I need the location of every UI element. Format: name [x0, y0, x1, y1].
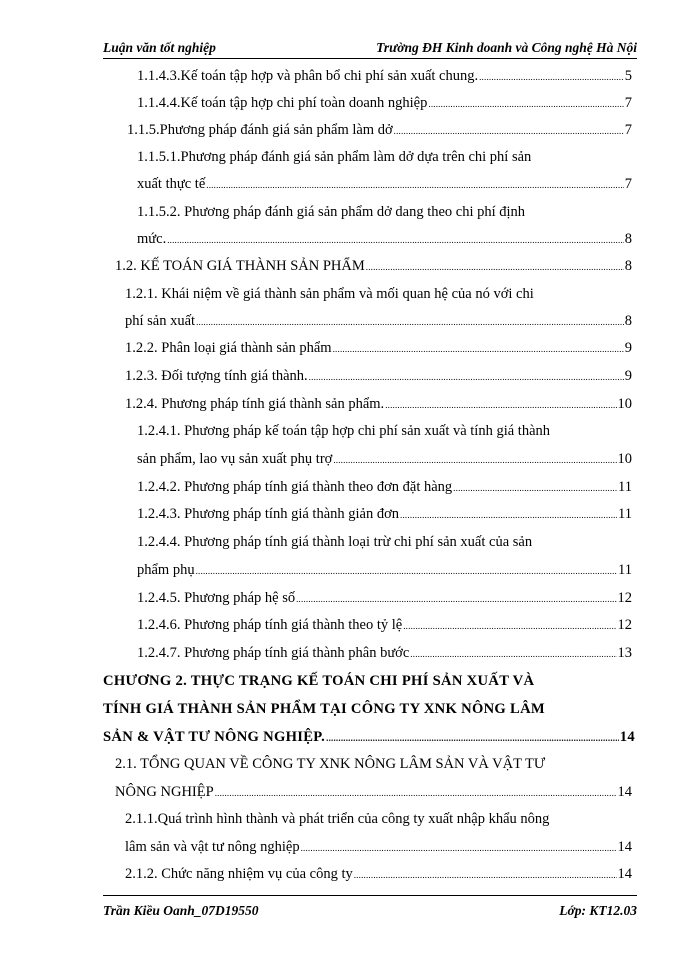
toc-entry-line2[interactable] [125, 837, 632, 857]
toc-entry[interactable] [125, 366, 632, 386]
toc-entry-title: 1.2.4.6. Phương pháp tính giá thành theo tỷ lệ [137, 617, 403, 633]
header-university: Trường ĐH Kinh doanh và Công nghệ Hà Nội [376, 40, 637, 55]
toc-entry-line2[interactable] [125, 311, 632, 331]
toc-chapter-title: CHƯƠNG 2. THỰC TRẠNG KẾ TOÁN CHI PHÍ SẢN XUẤT VÀ [103, 673, 535, 689]
toc-chapter-title-cont: TÍNH GIÁ THÀNH SẢN PHẨM TẠI CÔNG TY XNK NÔNG LÂM [103, 701, 545, 717]
toc-entry-title: 1.2.4.2. Phương pháp tính giá thành theo đơn đặt hàng [137, 479, 453, 495]
toc-entry-page: 8 [624, 231, 632, 247]
leader-dots [309, 367, 624, 387]
leader-dots [326, 728, 619, 748]
toc-entry-page: 7 [624, 122, 632, 138]
toc-entry-line2[interactable] [137, 174, 632, 194]
toc-chapter-line1[interactable] [103, 671, 632, 691]
toc-entry[interactable] [125, 338, 632, 358]
toc-entry-line1[interactable] [125, 284, 632, 304]
toc-entry-title: 1.2.4.3. Phương pháp tính giá thành giản đơn [137, 506, 400, 522]
toc-chapter-title-cont: SẢN & VẬT TƯ NÔNG NGHIỆP. [103, 729, 326, 745]
toc-entry-title: 1.2.4.4. Phương pháp tính giá thành loại trừ chi phí sản xuất của sản [137, 534, 533, 550]
toc-entry-line1[interactable] [115, 754, 632, 774]
leader-dots [354, 865, 617, 885]
leader-dots [333, 339, 624, 359]
leader-dots [403, 616, 616, 636]
toc-entry-page: 7 [624, 176, 632, 192]
toc-entry-title-cont: sản phẩm, lao vụ sản xuất phụ trợ [137, 451, 333, 467]
page-footer [103, 895, 637, 924]
toc-entry-title: 1.2. KẾ TOÁN GIÁ THÀNH SẢN PHẨM [115, 258, 365, 274]
toc-entry-page: 10 [617, 451, 632, 467]
toc-entry-page: 5 [624, 68, 632, 84]
toc-entry-line1[interactable] [137, 532, 632, 552]
toc-entry-title-cont: phẩm phụ [137, 562, 195, 578]
toc-entry-title: 1.1.5.2. Phương pháp đánh giá sản phẩm dở dang theo chi phí định [137, 204, 526, 220]
leader-dots [301, 838, 617, 858]
leader-dots [366, 257, 624, 277]
header-thesis-title: Luận văn tốt nghiệp [103, 40, 216, 55]
toc-entry[interactable] [137, 643, 632, 663]
toc-entry-page: 8 [624, 313, 632, 329]
toc-chapter-line3[interactable] [103, 727, 635, 747]
toc-entry-title: 1.1.4.3.Kế toán tập hợp và phân bổ chi phí sản xuất chung. [137, 68, 479, 84]
toc-entry-title-cont: mức. [137, 231, 167, 247]
toc-entry[interactable] [137, 66, 632, 86]
leader-dots [394, 121, 624, 141]
toc-entry-page: 9 [624, 368, 632, 384]
toc-entry-page: 14 [617, 839, 632, 855]
toc-entry-page: 9 [624, 340, 632, 356]
leader-dots [196, 561, 617, 581]
toc-entry-line2[interactable] [115, 782, 632, 802]
toc-entry-line1[interactable] [125, 809, 632, 829]
toc-entry-title: 1.1.4.4.Kế toán tập hợp chi phí toàn doanh nghiệp [137, 95, 428, 111]
toc-entry-line2[interactable] [137, 560, 632, 580]
toc-entry-title: 1.1.5.1.Phương pháp đánh giá sản phẩm làm dở dựa trên chi phí sản [137, 149, 532, 165]
toc-entry[interactable] [125, 394, 632, 414]
toc-entry[interactable] [127, 120, 632, 140]
toc-entry-page: 11 [618, 562, 632, 578]
toc-entry-title: 1.2.3. Đối tượng tính giá thành. [125, 368, 308, 384]
leader-dots [479, 67, 624, 87]
leader-dots [296, 589, 616, 609]
leader-dots [428, 94, 623, 114]
footer-author: Trần Kiều Oanh_07D19550 [103, 903, 259, 918]
toc-entry-title-cont: NÔNG NGHIỆP [115, 784, 214, 800]
toc-entry-page: 13 [617, 645, 632, 661]
toc-entry-title-cont: phí sản xuất [125, 313, 196, 329]
leader-dots [453, 478, 617, 498]
toc-entry-title: 2.1. TỔNG QUAN VỀ CÔNG TY XNK NÔNG LÂM SẢN VÀ VẬT TƯ [115, 756, 546, 772]
toc-entry[interactable] [125, 864, 632, 884]
toc-entry-page: 8 [624, 258, 632, 274]
toc-entry-page: 14 [619, 729, 635, 745]
toc-entry[interactable] [137, 615, 632, 635]
toc-entry-title: 1.2.4.7. Phương pháp tính giá thành phân bước [137, 645, 410, 661]
toc-entry[interactable] [137, 93, 632, 113]
toc-entry-page: 11 [618, 506, 632, 522]
leader-dots [333, 450, 616, 470]
toc-entry[interactable] [115, 256, 632, 276]
toc-entry-page: 11 [618, 479, 632, 495]
leader-dots [206, 175, 623, 195]
page-header [103, 36, 637, 59]
toc-entry-page: 7 [624, 95, 632, 111]
toc-entry-line1[interactable] [137, 202, 632, 222]
toc-entry-title: 1.2.4. Phương pháp tính giá thành sản phẩm. [125, 396, 385, 412]
leader-dots [385, 395, 616, 415]
toc-entry-title: 1.2.1. Khái niệm về giá thành sản phẩm và mối quan hệ của nó với chi [125, 286, 534, 302]
leader-dots [410, 644, 616, 664]
toc-entry-page: 12 [617, 617, 632, 633]
toc-entry-line2[interactable] [137, 449, 632, 469]
toc-entry-title: 1.2.4.1. Phương pháp kế toán tập hợp chi phí sản xuất và tính giá thành [137, 423, 551, 439]
toc-entry-line1[interactable] [137, 421, 632, 441]
toc-entry-page: 12 [617, 590, 632, 606]
toc-entry-title-cont: lâm sản và vật tư nông nghiệp [125, 839, 300, 855]
toc-entry-page: 10 [617, 396, 632, 412]
toc-entry-title: 2.1.2. Chức năng nhiệm vụ của công ty [125, 866, 353, 882]
toc-entry-title: 1.2.4.5. Phương pháp hệ số [137, 590, 296, 606]
toc-entry-page: 14 [617, 784, 632, 800]
toc-entry-title: 1.1.5.Phương pháp đánh giá sản phẩm làm dở [127, 122, 393, 138]
toc-entry-title-cont: xuất thực tế [137, 176, 206, 192]
toc-chapter-line2[interactable] [103, 699, 632, 719]
leader-dots [196, 312, 624, 332]
footer-class: Lớp: KT12.03 [559, 903, 637, 918]
leader-dots [400, 505, 617, 525]
toc-entry-title: 1.2.2. Phân loại giá thành sản phẩm [125, 340, 332, 356]
toc-entry[interactable] [137, 504, 632, 524]
toc-entry-line2[interactable] [137, 229, 632, 249]
leader-dots [167, 230, 624, 250]
toc-entry-title: 2.1.1.Quá trình hình thành và phát triển của công ty xuất nhập khẩu nông [125, 811, 550, 827]
toc-entry[interactable] [137, 477, 632, 497]
toc-entry-line1[interactable] [137, 147, 632, 167]
toc-entry-page: 14 [617, 866, 632, 882]
toc-entry[interactable] [137, 588, 632, 608]
leader-dots [215, 783, 617, 803]
